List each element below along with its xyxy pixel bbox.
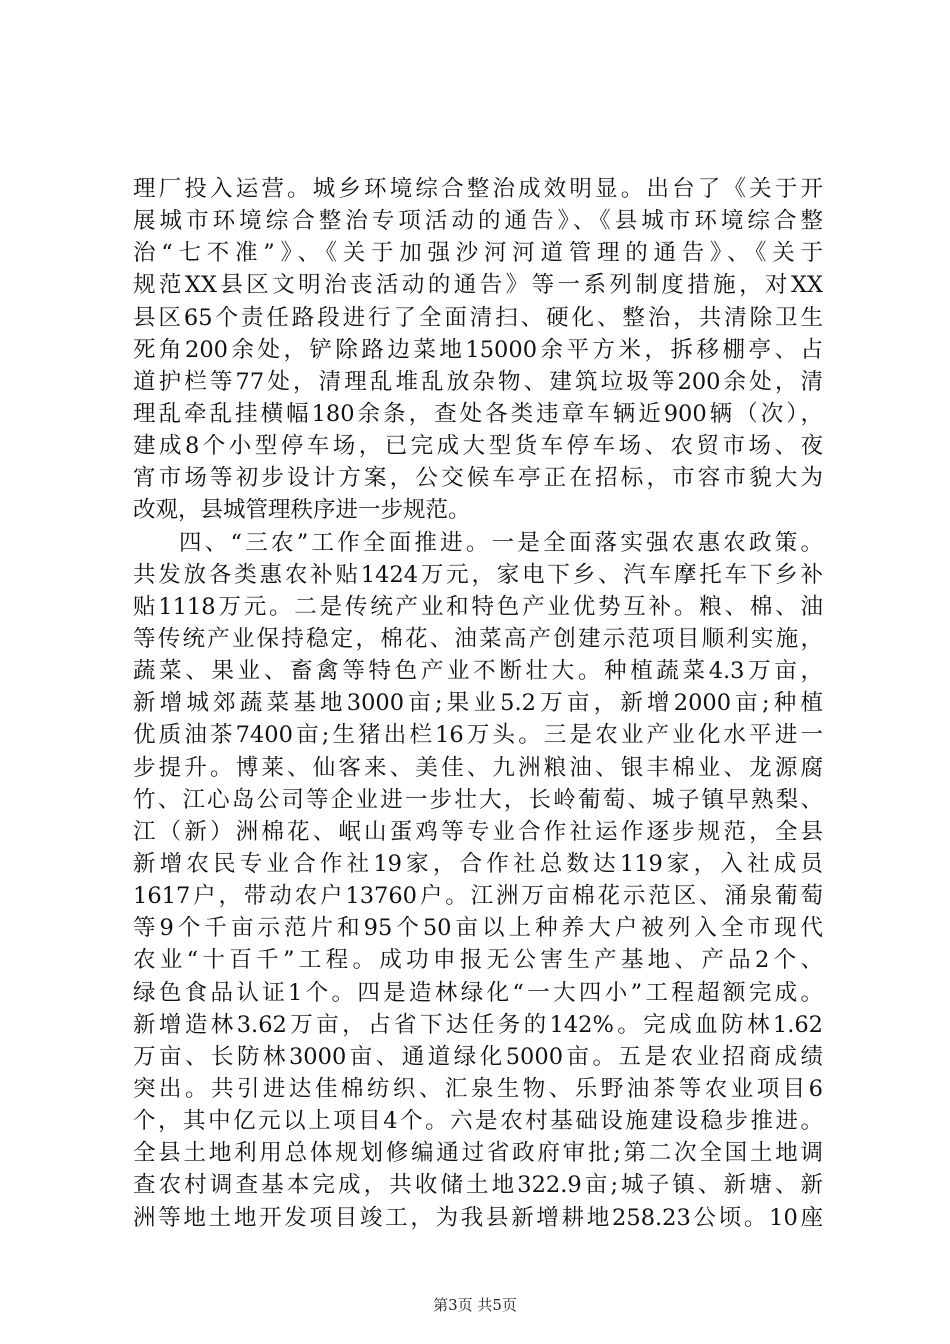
- text-line: 万亩、长防林3000亩、通道绿化5000亩。五是农业招商成绩: [133, 1043, 823, 1070]
- text-line: 竹、江心岛公司等企业进一步壮大，长岭葡萄、城子镇早熟梨、: [133, 786, 823, 813]
- text-line: 江（新）洲棉花、岷山蛋鸡等专业合作社运作逐步规范，全县: [133, 818, 823, 845]
- text-line: 县区65个责任路段进行了全面清扫、硬化、整治，共清除卫生: [133, 304, 823, 331]
- paragraph-agriculture: [133, 527, 823, 1234]
- text-line: 展城市环境综合整治专项活动的通告》、《县城市环境综合整: [133, 208, 823, 235]
- text-line: 理乱牵乱挂横幅180余条，查处各类违章车辆近900辆（次），: [133, 400, 823, 427]
- text-line: 道护栏等77处，清理乱堆乱放杂物、建筑垃圾等200余处，清: [133, 368, 823, 395]
- page-number-footer: 第3页 共5页: [433, 1296, 517, 1314]
- text-line: 绿色食品认证1个。四是造林绿化“一大四小”工程超额完成。: [133, 979, 823, 1006]
- text-line: 1617户，带动农户13760户。江洲万亩棉花示范区、涌泉葡萄: [133, 883, 823, 910]
- text-line: 死角200余处，铲除路边菜地15000余平方米，拆移棚亭、占: [133, 336, 823, 363]
- text-line: 农业“十百千”工程。成功申报无公害生产基地、产品2个、: [133, 947, 823, 974]
- text-line: 洲等地土地开发项目竣工，为我县新增耕地258.23公顷。10座: [133, 1204, 823, 1231]
- text-line: 建成8个小型停车场，已完成大型货车停车场、农贸市场、夜: [133, 433, 823, 460]
- text-line: 查农村调查基本完成，共收储土地322.9亩;城子镇、新塘、新: [133, 1172, 823, 1199]
- text-line: 优质油茶7400亩;生猪出栏16万头。三是农业产业化水平进一: [133, 722, 823, 749]
- paragraph-environment: [133, 173, 823, 527]
- text-line: 个，其中亿元以上项目4个。六是农村基础设施建设稳步推进。: [133, 1108, 823, 1135]
- text-line: 新增城郊蔬菜基地3000亩;果业5.2万亩，新增2000亩;种植: [133, 690, 823, 717]
- text-line: 等9个千亩示范片和95个50亩以上种养大户被列入全市现代: [133, 915, 823, 942]
- text-line: 规范XX县区文明治丧活动的通告》等一系列制度措施，对XX: [133, 272, 823, 299]
- text-line: 突出。共引进达佳棉纺织、汇泉生物、乐野油茶等农业项目6: [133, 1075, 823, 1102]
- text-line: 四、“三农”工作全面推进。一是全面落实强农惠农政策。: [179, 529, 823, 556]
- text-line: 等传统产业保持稳定，棉花、油菜高产创建示范项目顺利实施，: [133, 625, 823, 652]
- text-line: 宵市场等初步设计方案，公交候车亭正在招标，市容市貌大为: [133, 465, 823, 492]
- text-line: 贴1118万元。二是传统产业和特色产业优势互补。粮、棉、油: [133, 593, 823, 620]
- text-line: 新增农民专业合作社19家，合作社总数达119家，入社成员: [133, 850, 823, 877]
- text-line: 新增造林3.62万亩，占省下达任务的142%。完成血防林1.62: [133, 1011, 823, 1038]
- text-line: 理厂投入运营。城乡环境综合整治成效明显。出台了《关于开: [133, 176, 823, 202]
- text-line: 步提升。博莱、仙客来、美佳、九洲粮油、银丰棉业、龙源腐: [133, 754, 823, 781]
- text-line: 共发放各类惠农补贴1424万元，家电下乡、汽车摩托车下乡补: [133, 561, 823, 588]
- document-body: [133, 173, 823, 1234]
- text-line: 改观，县城管理秩序进一步规范。: [133, 497, 471, 524]
- text-line: 蔬菜、果业、畜禽等特色产业不断壮大。种植蔬菜4.3万亩，: [133, 658, 823, 685]
- text-line: 全县土地利用总体规划修编通过省政府审批;第二次全国土地调: [133, 1140, 823, 1167]
- text-line: 治“七不准”》、《关于加强沙河河道管理的通告》、《关于: [133, 240, 823, 267]
